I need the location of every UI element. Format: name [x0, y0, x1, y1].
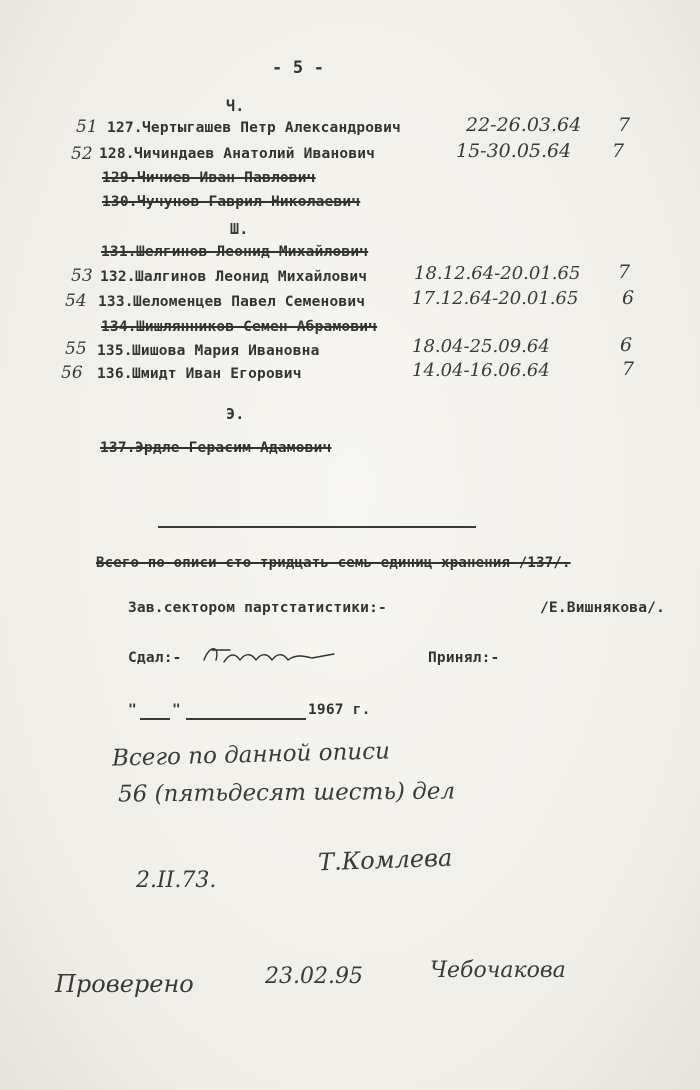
- sequence-number: 54: [65, 291, 87, 311]
- handed-over-signature: [200, 640, 340, 670]
- section-letter-sh: Ш.: [230, 220, 249, 238]
- section-letter-e: Э.: [226, 405, 245, 423]
- person-name: Шеломенцев Павел Семенович: [133, 294, 366, 310]
- person-name: Шмидт Иван Егорович: [132, 366, 302, 382]
- entry-number: 130.: [102, 194, 138, 210]
- entry-number: 135.: [97, 343, 133, 359]
- entry-number: 134.: [101, 319, 137, 335]
- sequence-number: 51: [76, 117, 98, 137]
- person-name: Шалгинов Леонид Михайлович: [135, 269, 368, 285]
- person-name: Чучунов Гаврил Николаевич: [137, 194, 361, 210]
- date-quote-close: ": [172, 702, 181, 718]
- head-of-sector-name: /Е.Вишнякова/.: [540, 600, 666, 616]
- received-label: Принял:-: [428, 650, 500, 666]
- sequence-number: 52: [71, 144, 93, 164]
- entry-count: 7: [618, 114, 631, 136]
- entry-number: 129.: [102, 170, 138, 186]
- entry-count: 7: [622, 358, 635, 380]
- date-quote-open: ": [128, 702, 137, 718]
- person-name: Шишлянников Семен Абрамович: [136, 319, 378, 335]
- entry-number: 133.: [98, 294, 134, 310]
- person-name: Эрдле Герасим Адамович: [135, 440, 332, 456]
- checked-label: Проверено: [55, 970, 194, 998]
- handwritten-note-date: 2.II.73.: [136, 868, 217, 893]
- date-month-blank: [186, 718, 306, 720]
- person-name: Шелгинов Леонид Михайлович: [136, 244, 369, 260]
- entry-number: 127.: [107, 120, 143, 136]
- entry-dates: 22-26.03.64: [466, 114, 582, 136]
- entry-dates: 18.12.64-20.01.65: [414, 263, 581, 284]
- entry-dates: 14.04-16.06.64: [412, 360, 550, 381]
- entry-count: 6: [622, 287, 635, 309]
- person-name: Чичиндаев Анатолий Иванович: [134, 146, 376, 162]
- entry-number: 131.: [101, 244, 137, 260]
- sequence-number: 53: [71, 266, 93, 286]
- entry-number: 128.: [99, 146, 135, 162]
- entry-count: 6: [620, 334, 633, 356]
- divider-line: [158, 526, 476, 528]
- entry-number: 136.: [97, 366, 133, 382]
- entry-count: 7: [618, 261, 631, 283]
- total-units-line: Всего по описи сто тридцать семь единиц хранения /137/.: [96, 555, 571, 571]
- entry-count: 7: [612, 140, 625, 162]
- date-year: 1967 г.: [308, 702, 371, 718]
- page-number: - 5 -: [272, 58, 325, 78]
- handwritten-total-line2: 56 (пятьдесят шесть) дел: [117, 778, 456, 808]
- entry-dates: 15-30.05.64: [456, 140, 572, 162]
- handwritten-note-signature: Т.Комлева: [317, 843, 453, 877]
- entry-number: 137.: [100, 440, 136, 456]
- person-name: Чертыгашев Петр Александрович: [142, 120, 401, 136]
- sequence-number: 56: [61, 363, 83, 383]
- handed-over-label: Сдал:-: [128, 650, 182, 666]
- person-name: Шишова Мария Ивановна: [132, 343, 320, 359]
- section-letter-ch: Ч.: [226, 97, 245, 115]
- person-name: Чичиев Иван Павлович: [137, 170, 316, 186]
- checked-name: Чебочакова: [430, 958, 566, 983]
- entry-number: 132.: [100, 269, 136, 285]
- head-of-sector-label: Зав.сектором партстатистики:-: [128, 600, 387, 616]
- date-day-blank: [140, 718, 170, 720]
- handwritten-total-line1: Всего по данной описи: [111, 738, 391, 772]
- entry-dates: 18.04-25.09.64: [412, 336, 550, 357]
- entry-dates: 17.12.64-20.01.65: [412, 288, 579, 309]
- sequence-number: 55: [65, 339, 87, 359]
- checked-date: 23.02.95: [265, 964, 363, 989]
